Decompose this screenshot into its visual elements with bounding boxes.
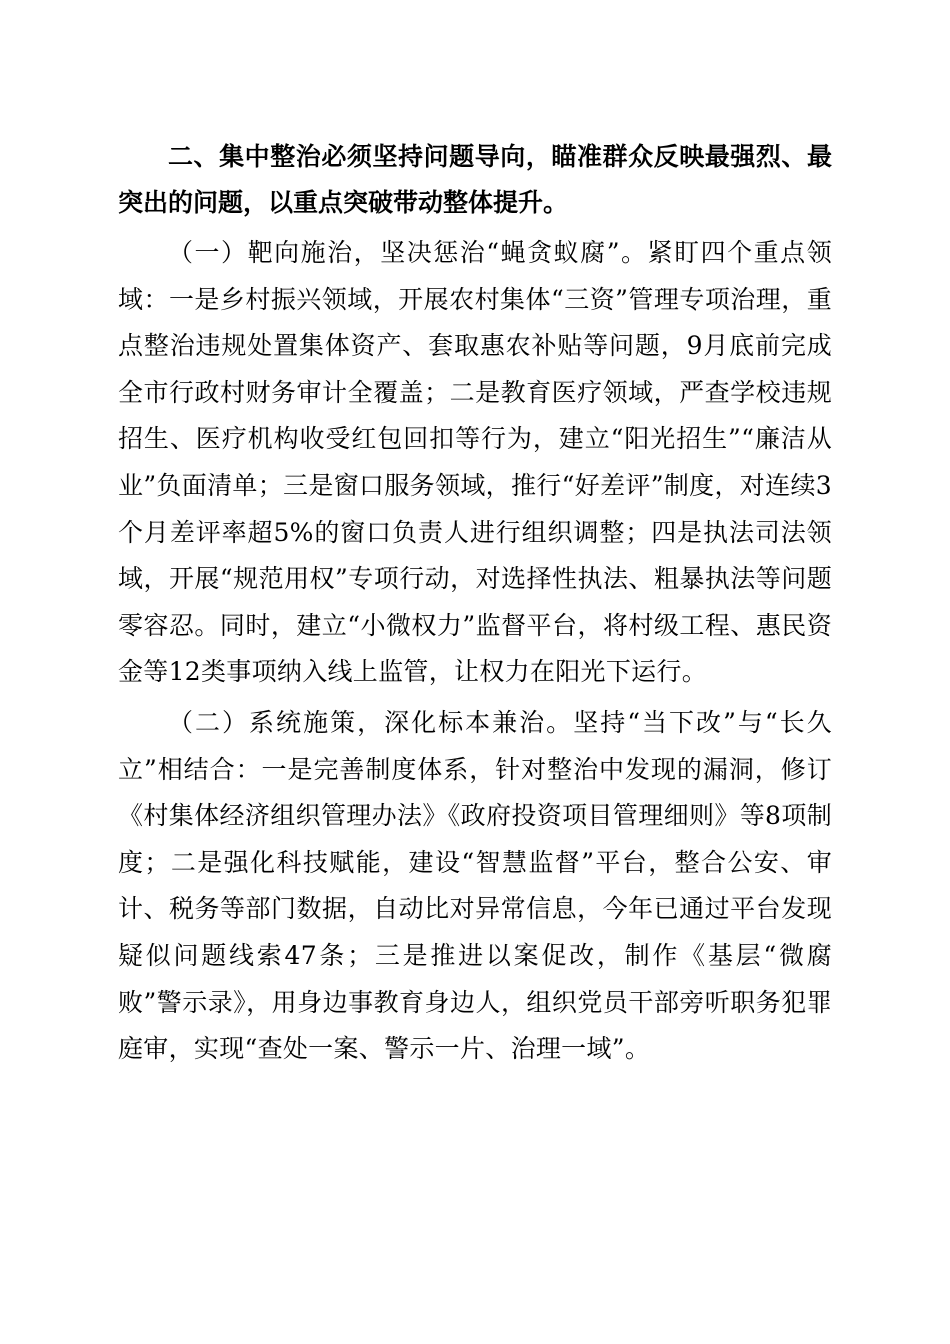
paragraph-2-title: （二）系统施策，深化标本兼治。 [168,707,574,737]
paragraph-1 [118,230,832,696]
document-content [118,134,832,1073]
paragraph-1-title: （一）靶向施治，坚决惩治“蝇贪蚁腐”。 [168,238,648,267]
paragraph-2 [118,700,832,1073]
paragraph-2-body: 坚持“当下改”与“长久立”相结合：一是完善制度体系，针对整治中发现的漏洞，修订《村集体经济组织管理办法》《政府投资项目管理细则》等8项制度；二是强化科技赋能，建设“智慧监督”平台，整合公安、审计、税务等部门数据，自动比对异常信息，今年已通过平台发现疑似问题线索47条；三是推进以案促改，制作《基层“微腐败”警示录》，用身边事教育身边人，组织党员干部旁听职务犯罪庭审，实现“查处一案、警示一片、治理一域”。 [118,707,832,1064]
section-heading: 二、集中整治必须坚持问题导向，瞄准群众反映最强烈、最突出的问题，以重点突破带动整体提升。 [118,142,832,217]
paragraph-1-body: 紧盯四个重点领域：一是乡村振兴领域，开展农村集体“三资”管理专项治理，重点整治违规处置集体资产、套取惠农补贴等问题，9月底前完成全市行政村财务审计全覆盖；二是教育医疗领域，严查学校违规招生、医疗机构收受红包回扣等行为，建立“阳光招生”“廉洁从业”负面清单；三是窗口服务领域，推行“好差评”制度，对连续3个月差评率超5%的窗口负责人进行组织调整；四是执法司法领域，开展“规范用权”专项行动，对选择性执法、粗暴执法等问题零容忍。同时，建立“小微权力”监督平台，将村级工程、惠民资金等12类事项纳入线上监管，让权力在阳光下运行。 [118,238,832,687]
